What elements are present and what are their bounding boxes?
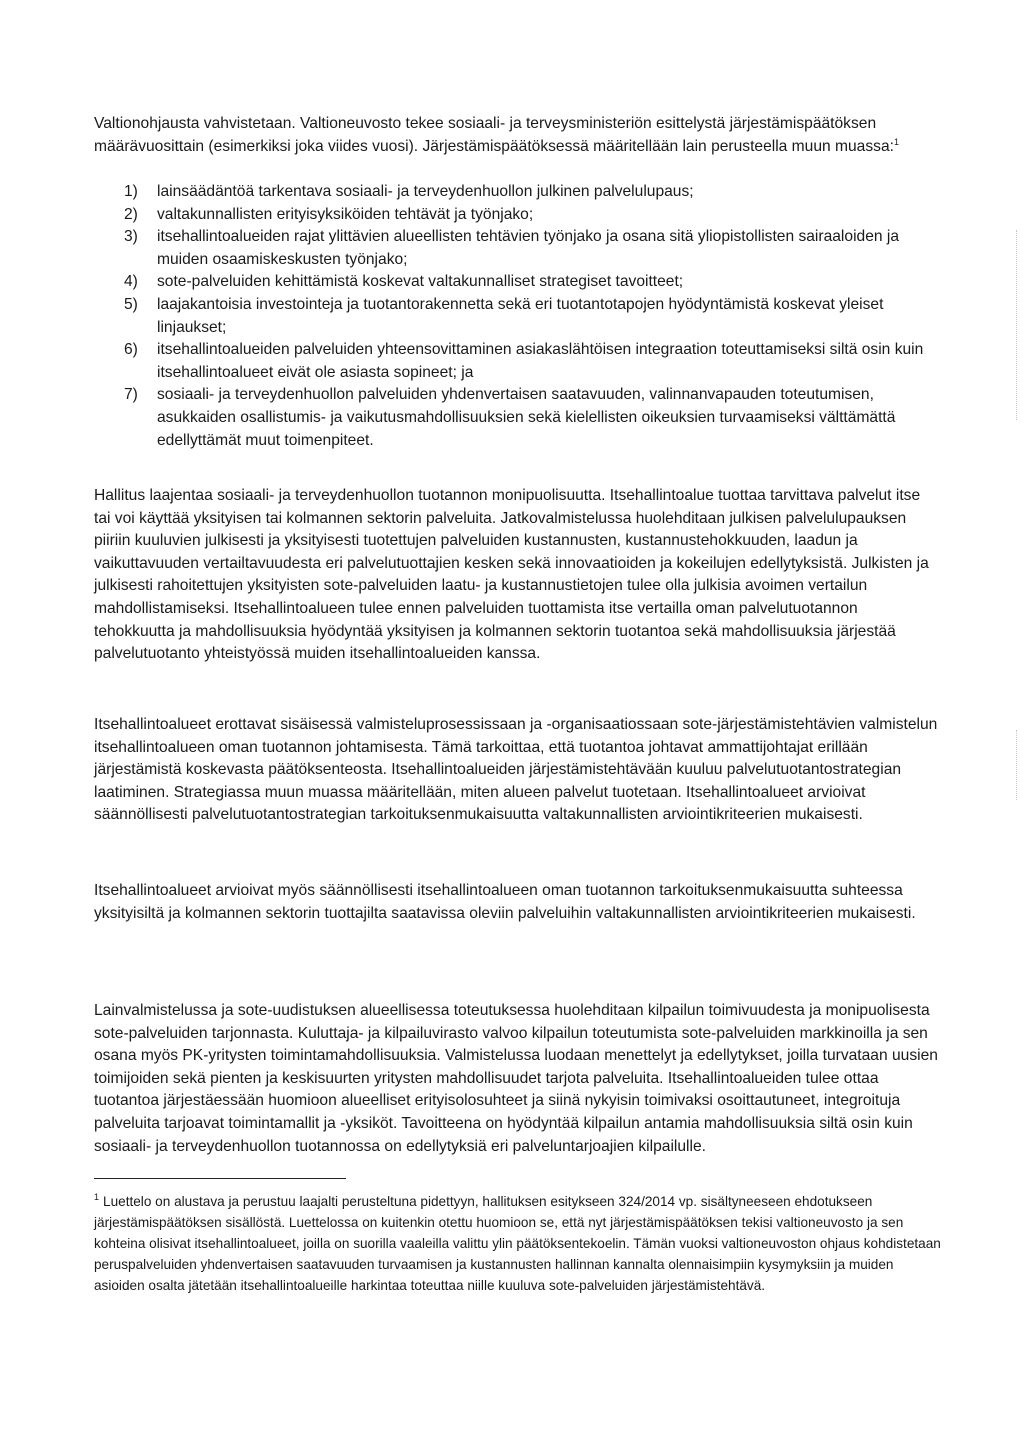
intro-text: Valtionohjausta vahvistetaan. Valtioneuvosto tekee sosiaali- ja terveysministeriön esittelystä järjestämispäätöksen määrävuosittain (esimerkiksi joka viides vuosi). Järjestämispäätöksessä määritellään lain perusteella muun muassa:: [94, 115, 894, 155]
decision-content-list: [94, 181, 939, 452]
list-item-text: itsehallintoalueiden rajat ylittävien alueellisten tehtävien työnjako ja osana sitä yliopistollisten sairaaloiden ja muiden osaamiskeskusten työnjako;: [157, 228, 900, 268]
list-item: [94, 181, 939, 204]
list-item-number: 3): [124, 228, 138, 246]
list-item-text: sote-palveluiden kehittämistä koskevat valtakunnalliset strategiset tavoitteet;: [157, 273, 684, 291]
list-item-number: 7): [124, 386, 138, 404]
list-item: [94, 204, 939, 227]
list-item: [94, 226, 939, 271]
scan-margin-mark: [1016, 730, 1018, 800]
list-item-number: 1): [124, 183, 138, 200]
list-item: [94, 384, 939, 452]
footnote-divider: [94, 1178, 346, 1179]
scan-margin-mark: [1016, 230, 1018, 420]
list-item-text: laajakantoisia investointeja ja tuotantorakennetta sekä eri tuotantotapojen hyödyntämistä koskevat yleiset linjaukset;: [157, 295, 884, 336]
footnote-mark: 1: [94, 1192, 100, 1203]
footnote: [94, 1191, 944, 1296]
list-item-number: 2): [124, 205, 138, 223]
paragraph-production-diversity: Hallitus laajentaa sosiaali- ja terveydenhuollon tuotannon monipuolisuutta. Itsehallintoalue tuottaa tarvittava palvelut itse tai voi käyttää yksityisen tai kolmannen sektorin palveluita. Jatkovalmistelussa huolehditaan julkisen palvelulupauksen piiriin kuuluvien julkisesti ja yksityisesti tuotettujen palveluiden kustannusten, kustannustehokkuuden, laadun ja vaikuttavuuden vertailtavuudesta eri palvelutuottajien kesken sekä innovaatioiden ja kokeilujen edellytyksistä. Julkisten ja julkisesti rahoitettujen yksityisten sote-palveluiden laatu- ja kustannustietojen tulee olla julkisia avoimen vertailun mahdollistamiseksi. Itsehallintoalueen tulee ennen palveluiden tuottamista itse vertailla oman palvelutuotannon tehokkuutta ja mahdollisuuksia hyödyntää yksityisen ja kolmannen sektorin tuotantoa sekä mahdollisuuksia järjestää palvelutuotanto yhteistyössä muiden itsehallintoalueiden kanssa.: [94, 487, 929, 663]
paragraph-own-production-evaluation: Itsehallintoalueet arvioivat myös säännöllisesti itsehallintoalueen oman tuotannon tarkoituksenmukaisuutta suhteessa yksityisiltä ja kolmannen sektorin tuottajilta saatavissa oleviin palveluihin valtakunnallisten arviointikriteerien mukaisesti.: [94, 882, 916, 922]
list-item-text: lainsäädäntöä tarkentava sosiaali- ja terveydenhuollon julkinen palvelulupaus;: [157, 183, 694, 200]
footnote-reference[interactable]: 1: [893, 136, 899, 147]
list-item: [94, 294, 939, 339]
list-item-text: valtakunnallisten erityisyksiköiden tehtävät ja työnjako;: [157, 205, 534, 223]
list-item-text: sosiaali- ja terveydenhuollon palveluiden yhdenvertaisen saatavuuden, valinnanvapauden toteutumisen, asukkaiden osallistumis- ja vaikutusmahdollisuuksien sekä kielellisten oikeuksien turvaamiseksi välttämättä edellyttämät muut toimenpiteet.: [157, 386, 896, 449]
list-item-number: 5): [124, 295, 138, 313]
list-item: [94, 339, 939, 384]
footnote-text: Luettelo on alustava ja perustuu laajalti perusteltuna pidettyyn, hallituksen esitykseen 324/2014 vp. sisältyneeseen ehdotukseen järjestämispäätöksen sisällöstä. Luettelossa on kuitenkin otettu huomioon se, että nyt järjestämispäätöksen tekisi valtioneuvosto ja sen kohteina olisivat itsehallintoalueet, joilla on suorilla vaaleilla valittu ylin päätöksentekoelin. Tämän vuoksi valtioneuvoston ohjaus kohdistetaan peruspalveluiden yhdenvertaisen saatavuuden turvaamisen ja kustannusten hallinnan kannalta olennaisimpiin kysymyksiin ja muiden asioiden osalta jätetään itsehallintoalueille harkintaa toteuttaa niille kuuluva sote-palveluiden järjestämistehtävä.: [94, 1194, 941, 1293]
paragraph-organisation-separation: Itsehallintoalueet erottavat sisäisessä valmisteluprosessissaan ja -organisaatiossaan sote-järjestämistehtävien valmistelun itsehallintoalueen oman tuotannon johtamisesta. Tämä tarkoittaa, että tuotantoa johtavat ammattijohtajat erillään järjestämistä koskevasta päätöksenteosta. Itsehallintoalueiden järjestämistehtävään kuuluu palvelutuotantostrategian laatiminen. Strategiassa muun muassa määritellään, miten alueen palvelut tuotetaan. Itsehallintoalueet arvioivat säännöllisesti palvelutuotantostrategian tarkoituksenmukaisuutta valtakunnallisten arviointikriteerien mukaisesti.: [94, 716, 938, 824]
paragraph-competition: Lainvalmistelussa ja sote-uudistuksen alueellisessa toteutuksessa huolehditaan kilpailun toimivuudesta ja monipuolisesta sote-palveluiden tarjonnasta. Kuluttaja- ja kilpailuvirasto valvoo kilpailun toteutumista sote-palveluiden markkinoilla ja sen osana myös PK-yritysten toimintamahdollisuuksia. Valmistelussa luodaan menettelyt ja edellytykset, joilla turvataan uusien toimijoiden sekä pienten ja keskisuurten yritysten mahdollisuudet tarjota palveluita. Itsehallintoalueiden tulee ottaa tuotantoa järjestäessään huomioon alueelliset erityisolosuhteet ja siinä nykyisin toimivaksi osoittautuneet, integroituja palveluita tarjoavat toimintamallit ja -yksiköt. Tavoitteena on hyödyntää kilpailun antamia mahdollisuuksia siltä osin kuin sosiaali- ja terveydenhuollon tuotannossa on edellytyksiä eri palveluntarjoajien kilpailulle.: [94, 1002, 938, 1155]
list-item-text: itsehallintoalueiden palveluiden yhteensovittaminen asiakaslähtöisen integraation toteuttamiseksi siltä osin kuin itsehallintoalueet eivät ole asiasta sopineet; ja: [157, 341, 924, 381]
list-item-number: 4): [124, 273, 138, 291]
list-item-number: 6): [124, 341, 138, 359]
list-item: [94, 271, 939, 294]
intro-paragraph: [94, 113, 939, 158]
